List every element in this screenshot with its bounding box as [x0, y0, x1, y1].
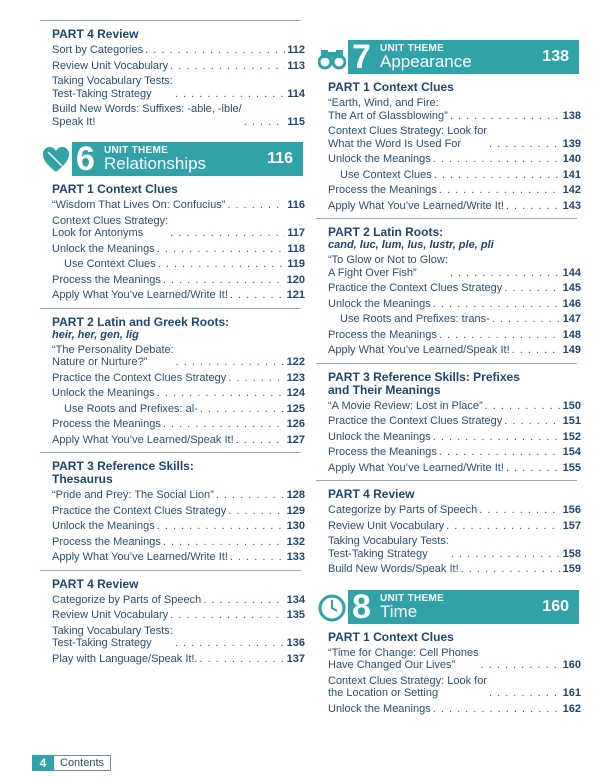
unit-8-banner [348, 587, 579, 626]
entry-page-number: 155 [562, 461, 581, 474]
entry-page-number: 139 [562, 137, 581, 150]
entry-page-number: 117 [287, 227, 305, 239]
entry-page-number: 147 [562, 313, 581, 325]
entry-title: “The Personality Debate: Nature or Nurture?” [52, 343, 174, 368]
unit-theme-label: UNIT THEME [380, 43, 445, 54]
entry-page-number: 144 [562, 266, 581, 279]
dot-leader [216, 489, 285, 502]
dot-leader [489, 687, 561, 700]
part-subheading: cand, luc, lum, lus, lustr, ple, pli [328, 239, 494, 251]
dot-leader [450, 267, 561, 280]
entry-title: Sort by Categories [52, 44, 144, 56]
dot-leader [504, 415, 560, 428]
toc-entry [40, 594, 305, 607]
entry-list [40, 44, 305, 128]
entry-page-number: 138 [562, 109, 581, 122]
part-heading: PART 3 Reference Skills: Thesaurus [52, 459, 194, 486]
entry-page-number: 116 [287, 199, 305, 211]
entry-title: Review Unit Vocabulary [52, 59, 169, 72]
toc-entry [40, 289, 305, 302]
divider [316, 480, 577, 481]
entry-title: Practice the Context Clues Strategy [52, 504, 227, 517]
toc-entry [316, 520, 581, 533]
toc-entry [40, 551, 305, 564]
part-heading: PART 4 Review [328, 487, 415, 501]
toc-entry [40, 199, 305, 212]
part-heading: PART 2 Latin Roots: [328, 225, 444, 239]
unit-name: Time [380, 601, 418, 621]
toc-entry [316, 200, 581, 213]
entry-title: Process the Meanings [52, 418, 161, 430]
dot-leader [203, 594, 284, 607]
dot-leader [228, 372, 284, 385]
toc-entry [316, 535, 581, 560]
entry-page-number: 156 [562, 504, 581, 516]
entry-title: Apply What You’ve Learned/Speak It! [328, 344, 510, 356]
unit-number: 7 [352, 38, 371, 76]
toc-entry [316, 329, 581, 342]
dot-leader [433, 298, 561, 311]
unit-name: Relationships [104, 154, 207, 173]
entry-page-number: 145 [562, 282, 581, 294]
entry-page-number: 126 [286, 418, 305, 430]
entry-title: Practice the Context Clues Strategy [328, 415, 503, 427]
entry-page-number: 119 [287, 258, 305, 270]
right-column [316, 0, 581, 715]
dot-leader [228, 505, 284, 518]
entry-title: Build New Words/Speak It! [328, 563, 459, 575]
toc-entry [316, 431, 581, 444]
entry-page-number: 113 [287, 59, 305, 72]
entry-page-number: 137 [286, 652, 305, 665]
toc-entry [316, 254, 581, 279]
dot-leader [506, 462, 561, 475]
entry-page-number: 150 [562, 399, 581, 412]
toc-entry [40, 243, 305, 256]
entry-page-number: 114 [287, 87, 305, 100]
entry-title: Unlock the Meanings [52, 520, 155, 532]
unit-name: Appearance [380, 52, 472, 71]
entry-title: Categorize by Parts of Speech [328, 504, 478, 516]
toc-entry [40, 372, 305, 385]
entry-page-number: 112 [287, 44, 305, 56]
divider [316, 363, 577, 364]
dot-leader [176, 356, 285, 369]
entry-title: Apply What You’ve Learned/Write It! [328, 199, 504, 212]
entry-page-number: 128 [286, 489, 305, 501]
dot-leader [200, 403, 285, 416]
toc-entry [316, 462, 581, 475]
unit-number: 8 [352, 587, 371, 626]
toc-entry [316, 344, 581, 357]
unit-8-contents [316, 631, 581, 716]
dot-leader [170, 609, 284, 622]
toc-entry [316, 703, 581, 716]
binoculars-icon [318, 44, 346, 72]
entry-page-number: 160 [562, 659, 581, 671]
toc-entry [40, 609, 305, 622]
footer-page-number: 4 [32, 755, 54, 771]
footer-label: Contents [54, 755, 111, 771]
toc-entry [316, 97, 581, 122]
entry-page-number: 132 [286, 535, 305, 548]
dot-leader [163, 536, 285, 549]
entry-page-number: 161 [562, 687, 581, 699]
entry-title: “Wisdom That Lives On: Confucius” [52, 199, 226, 211]
toc-entry [316, 647, 581, 672]
toc-entry [316, 400, 581, 413]
dot-leader [485, 400, 561, 413]
entry-title: Process the Meanings [52, 535, 161, 548]
dot-leader [446, 520, 560, 533]
entry-page-number: 154 [562, 446, 581, 458]
divider [40, 20, 301, 21]
unit-theme-label: UNIT THEME [380, 592, 445, 604]
dot-leader [439, 446, 561, 459]
toc-entry [316, 282, 581, 295]
entry-title: Apply What You’ve Learned/Speak It! [52, 433, 234, 446]
dot-leader [461, 563, 561, 576]
dot-leader [230, 289, 285, 302]
toc-entry [40, 103, 305, 128]
dot-leader [244, 116, 286, 129]
toc-entry [40, 489, 305, 502]
entry-title: Unlock the Meanings [328, 430, 431, 443]
dot-leader [170, 227, 285, 240]
entry-title: Review Unit Vocabulary [52, 609, 169, 621]
entry-page-number: 125 [286, 402, 305, 415]
entry-title: “A Movie Review: Lost in Place” [328, 399, 483, 412]
dot-leader [200, 653, 285, 666]
toc-entry [316, 153, 581, 166]
entry-title: Build New Words: Suffixes: -able, -ible/ Speak It! [52, 103, 242, 128]
dot-leader [236, 434, 285, 447]
entry-title: Process the Meanings [52, 273, 161, 286]
toc-entry [40, 434, 305, 447]
entry-title: “To Glow or Not to Glow: A Fight Over Fish” [328, 254, 448, 279]
toc-entry [316, 675, 581, 700]
toc-entry [40, 75, 305, 100]
entry-title: Apply What You’ve Learned/Write It! [52, 289, 228, 301]
entry-page-number: 127 [286, 433, 305, 446]
entry-title: Unlock the Meanings [328, 153, 431, 165]
divider [40, 570, 301, 571]
entry-title: Use Context Clues [340, 168, 432, 181]
entry-page-number: 148 [562, 328, 581, 341]
unit-page-number: 160 [542, 597, 569, 615]
dot-leader [450, 110, 561, 123]
entry-title: Unlock the Meanings [328, 702, 431, 715]
entry-title: Practice the Context Clues Strategy [328, 282, 503, 294]
toc-entry [40, 344, 305, 369]
entry-title: Unlock the Meanings [52, 387, 155, 399]
part-heading: PART 1 Context Clues [328, 629, 454, 644]
part-heading: PART 1 Context Clues [52, 182, 178, 196]
entry-title: Practice the Context Clues Strategy [52, 371, 227, 384]
toc-entry [316, 415, 581, 428]
dot-leader [157, 387, 285, 400]
entry-page-number: 124 [286, 387, 305, 399]
dot-leader [158, 258, 286, 271]
entry-page-number: 129 [286, 504, 305, 517]
dot-leader [157, 520, 285, 533]
toc-entry [40, 60, 305, 73]
entry-page-number: 146 [562, 297, 581, 310]
part-heading: PART 2 Latin and Greek Roots: [52, 314, 230, 329]
dot-leader [145, 44, 285, 57]
unit-6-banner [72, 142, 303, 176]
entry-title: Apply What You’ve Learned/Write It! [52, 551, 228, 563]
entry-title: Unlock the Meanings [328, 297, 431, 310]
toc-entry [40, 653, 305, 666]
entry-page-number: 135 [286, 609, 305, 621]
dot-leader [433, 703, 561, 716]
entry-page-number: 120 [286, 273, 305, 286]
entry-page-number: 134 [286, 593, 305, 606]
entry-page-number: 157 [562, 519, 581, 532]
dot-leader [157, 243, 286, 256]
entry-title: “Pride and Prey: The Social Lion” [52, 489, 214, 501]
dot-leader [504, 282, 560, 295]
dot-leader [433, 431, 561, 444]
entry-title: Taking Vocabulary Tests: Test-Taking Strategy [52, 75, 173, 100]
toc-entry [316, 298, 581, 311]
part-heading: PART 4 Review [52, 576, 139, 591]
unit-page-number: 116 [267, 150, 293, 167]
entry-title: Categorize by Parts of Speech [52, 593, 202, 606]
entry-page-number: 118 [287, 242, 305, 255]
unit-number: 6 [76, 140, 95, 178]
toc-entry [316, 313, 581, 326]
entry-title: “Earth, Wind, and Fire: The Art of Glassblowing” [328, 97, 448, 122]
entry-title: “Time for Change: Cell Phones Have Changed Our Lives” [328, 646, 479, 671]
dot-leader [489, 138, 561, 151]
entry-page-number: 140 [562, 153, 581, 165]
entry-page-number: 158 [562, 547, 581, 560]
heart-icon [42, 146, 70, 174]
unit-7-contents [316, 81, 581, 576]
toc-entry [40, 387, 305, 400]
dot-leader [175, 88, 285, 101]
toc-entry [316, 504, 581, 517]
unit-theme-label: UNIT THEME [104, 145, 169, 156]
entry-page-number: 123 [286, 371, 305, 384]
divider [316, 218, 577, 219]
dot-leader [512, 344, 561, 357]
entry-title: Apply What You’ve Learned/Write It! [328, 461, 504, 474]
entry-title: Use Roots and Prefixes: trans- [340, 313, 490, 325]
entry-page-number: 133 [286, 551, 305, 563]
entry-title: Context Clues Strategy: Look for the Location or Setting [328, 674, 487, 699]
toc-entry [40, 403, 305, 416]
divider [40, 308, 301, 309]
dot-leader [434, 169, 561, 182]
toc-entry [316, 125, 581, 150]
part-heading: PART 1 Context Clues [328, 80, 454, 94]
entry-page-number: 141 [562, 168, 581, 181]
entry-title: Context Clues Strategy: Look for Antonyms [52, 214, 169, 239]
entry-page-number: 121 [286, 289, 305, 301]
toc-entry [40, 274, 305, 287]
dot-leader [481, 659, 561, 672]
part-heading: PART 3 Reference Skills: Prefixes and Their Meanings [328, 369, 520, 397]
dot-leader [163, 418, 285, 431]
dot-leader [163, 274, 285, 287]
toc-entry [40, 505, 305, 518]
toc-entry [40, 44, 305, 57]
entry-title: Taking Vocabulary Tests: Test-Taking Strategy [328, 535, 449, 560]
toc-entry [40, 520, 305, 533]
toc-entry [40, 258, 305, 271]
entry-page-number: 115 [287, 115, 305, 128]
unit-6-contents [40, 183, 305, 665]
entry-title: Taking Vocabulary Tests: Test-Taking Strategy [52, 624, 173, 649]
dot-leader [479, 504, 560, 517]
page-footer [32, 755, 111, 771]
entry-title: Process the Meanings [328, 446, 437, 458]
toc-entry [316, 169, 581, 182]
entry-page-number: 136 [286, 637, 305, 649]
entry-page-number: 130 [286, 520, 305, 532]
entry-title: Unlock the Meanings [52, 242, 155, 255]
entry-title: Process the Meanings [328, 328, 437, 341]
entry-page-number: 151 [562, 415, 581, 427]
dot-leader [433, 153, 561, 166]
clock-icon [318, 594, 346, 622]
part-subheading: heir, her, gen, lig [52, 328, 139, 341]
entry-page-number: 122 [286, 356, 305, 368]
entry-page-number: 152 [562, 430, 581, 443]
unit-7-banner [348, 40, 579, 74]
dot-leader [227, 199, 285, 212]
dot-leader [451, 548, 561, 561]
dot-leader [439, 329, 561, 342]
part-heading: PART 4 Review [52, 27, 139, 41]
divider [40, 452, 301, 453]
entry-title: Use Roots and Prefixes: al- [64, 402, 198, 415]
entry-title: Context Clues Strategy: Look for What the Word Is Used For [328, 125, 487, 150]
toc-entry [316, 184, 581, 197]
dot-leader [506, 200, 561, 213]
unit-page-number: 138 [542, 48, 569, 65]
entry-page-number: 149 [562, 344, 581, 356]
toc-entry [316, 563, 581, 576]
dot-leader [170, 60, 285, 73]
dot-leader [439, 184, 561, 197]
entry-title: Play with Language/Speak It!. [52, 652, 198, 665]
entry-page-number: 143 [562, 199, 581, 212]
left-column [40, 0, 305, 665]
toc-entry [40, 536, 305, 549]
toc-entry [40, 418, 305, 431]
dot-leader [230, 551, 285, 564]
entry-page-number: 142 [562, 184, 581, 196]
dot-leader [492, 313, 561, 326]
dot-leader [175, 637, 285, 650]
entry-title: Use Context Clues [64, 258, 156, 270]
entry-title: Review Unit Vocabulary [328, 519, 445, 532]
entry-page-number: 162 [562, 702, 581, 715]
entry-page-number: 159 [562, 563, 581, 575]
toc-entry [40, 625, 305, 650]
entry-title: Process the Meanings [328, 184, 437, 196]
toc-entry [316, 446, 581, 459]
toc-entry [40, 215, 305, 240]
